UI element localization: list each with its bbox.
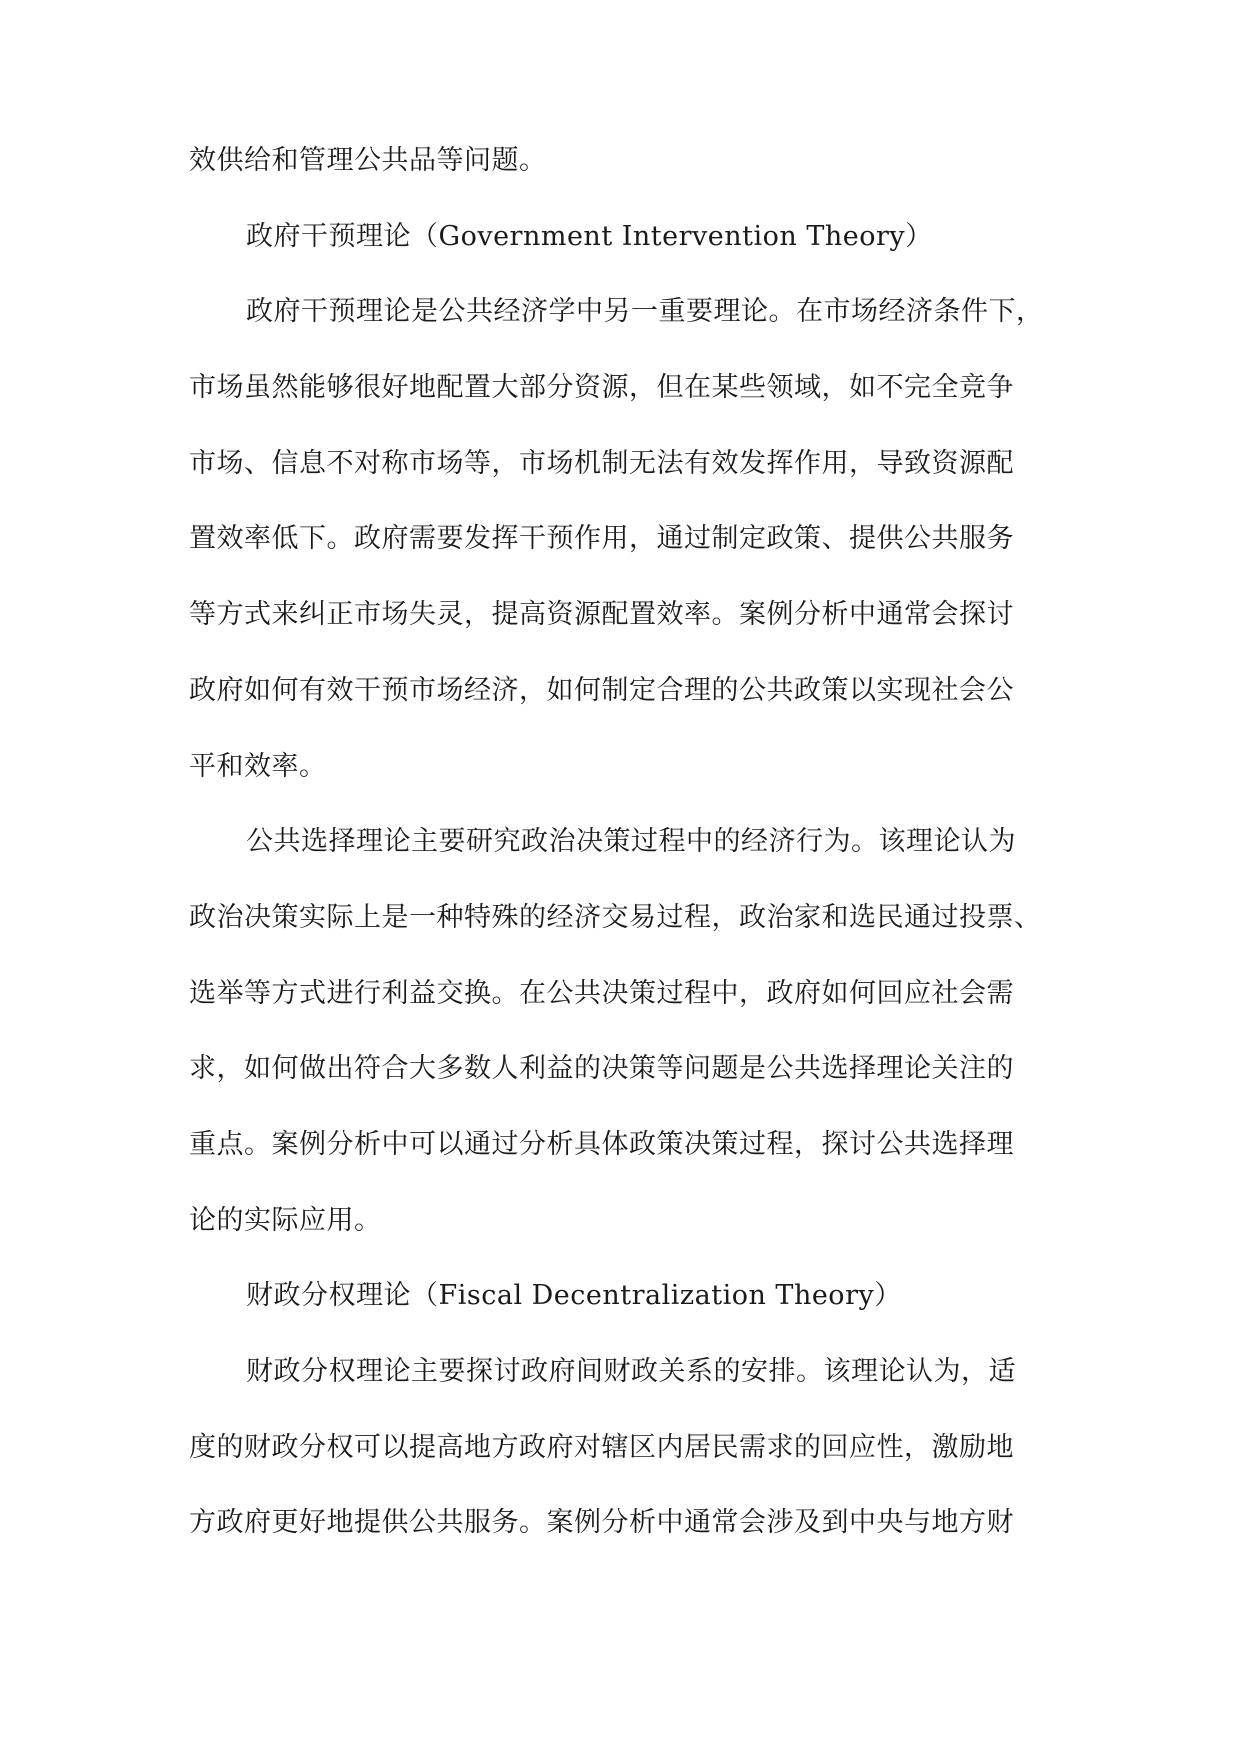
text-line: 政府如何有效干预市场经济，如何制定合理的公共政策以实现社会公 bbox=[189, 674, 1014, 706]
text-line: 政府干预理论是公共经济学中另一重要理论。在市场经济条件下， bbox=[246, 296, 1044, 328]
text-line: 平和效率。 bbox=[189, 750, 327, 782]
text-line: 度的财政分权可以提高地方政府对辖区内居民需求的回应性，激励地 bbox=[189, 1431, 1014, 1463]
text-line: 市场虽然能够很好地配置大部分资源，但在某些领域，如不完全竞争 bbox=[189, 372, 1014, 404]
section-heading-fiscal-decentralization: 财政分权理论（Fiscal Decentralization Theory） bbox=[246, 1280, 902, 1312]
text-line: 财政分权理论主要探讨政府间财政关系的安排。该理论认为，适 bbox=[246, 1356, 1016, 1387]
text-line: 政治决策实际上是一种特殊的经济交易过程，政治家和选民通过投票、 bbox=[189, 901, 1042, 933]
document-body bbox=[189, 141, 1057, 1579]
text-line: 效供给和管理公共品等问题。 bbox=[189, 145, 547, 176]
text-line: 求，如何做出符合大多数人利益的决策等问题是公共选择理论关注的 bbox=[189, 1053, 1014, 1085]
text-line: 等方式来纠正市场失灵，提高资源配置效率。案例分析中通常会探讨 bbox=[189, 599, 1014, 631]
text-line: 公共选择理论主要研究政治决策过程中的经济行为。该理论认为 bbox=[246, 826, 1016, 858]
text-line: 方政府更好地提供公共服务。案例分析中通常会涉及到中央与地方财 bbox=[189, 1507, 1014, 1539]
text-line: 市场、信息不对称市场等，市场机制无法有效发挥作用，导致资源配 bbox=[189, 447, 1014, 479]
text-line: 重点。案例分析中可以通过分析具体政策决策过程，探讨公共选择理 bbox=[189, 1128, 1014, 1160]
text-line: 选举等方式进行利益交换。在公共决策过程中，政府如何回应社会需 bbox=[189, 977, 1014, 1009]
section-heading-government-intervention: 政府干预理论（Government Intervention Theory） bbox=[246, 220, 933, 252]
text-line: 置效率低下。政府需要发挥干预作用，通过制定政策、提供公共服务 bbox=[189, 523, 1014, 555]
text-line: 论的实际应用。 bbox=[189, 1204, 382, 1236]
